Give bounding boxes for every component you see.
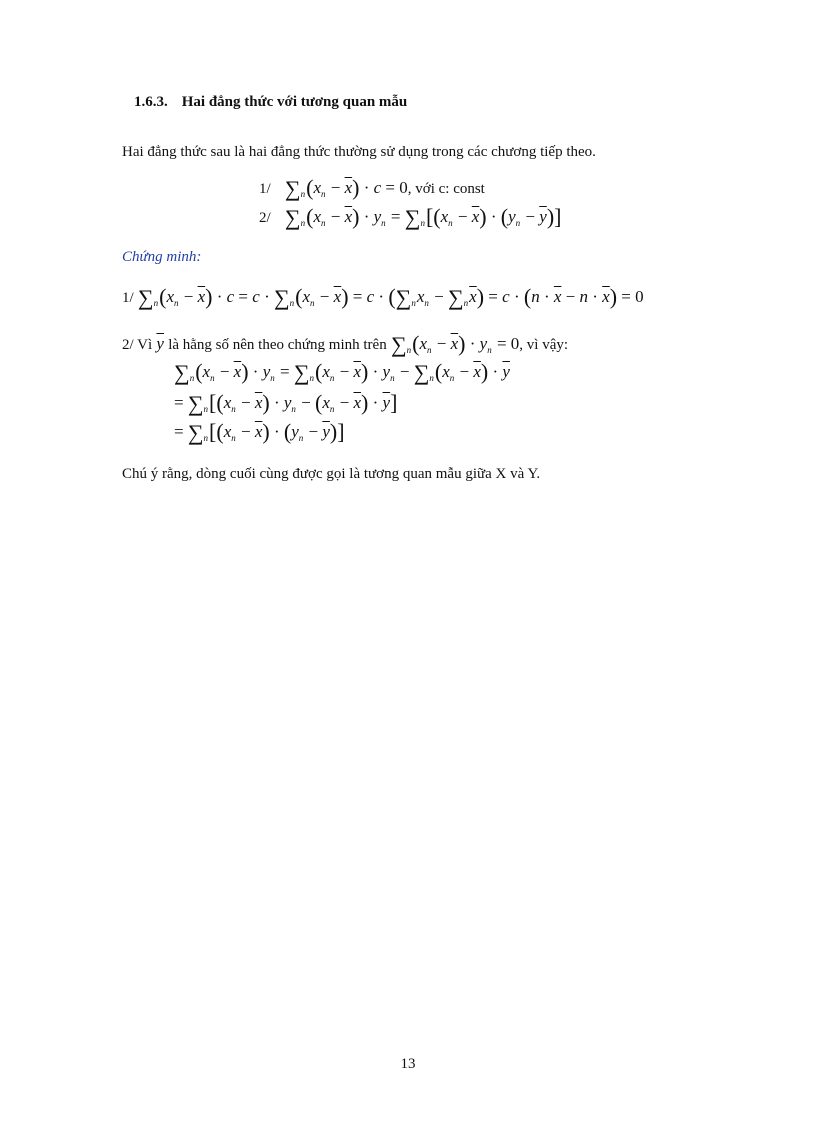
section-heading xyxy=(134,94,407,111)
section-title: Hai đẳng thức với tương quan mẫu xyxy=(181,94,408,110)
identity-2: 2/ $\sum_n(x_n - \overline{x}) \cdot y_n = \sum_n[(x_n - \overline{x}) \cdot (y_n - \overline{y})]$ xyxy=(259,204,562,230)
section-number: 1.6.3. xyxy=(134,94,168,110)
conclusion-paragraph: Chú ý rằng, dòng cuối cùng được gọi là tương quan mẫu giữa X và Y. xyxy=(122,466,541,482)
proof-2-intro: 2/ Vì $\overline{y}$ là hằng số nên theo chứng minh trên $\sum_n(x_n - \overline{x}) \cdot y_n = 0$, vì vậy: xyxy=(122,331,569,357)
proof-1-equation: 1/ $\sum_n(x_n - \overline{x}) \cdot c = c \cdot \sum_n(x_n - \overline{x}) = c \cdot (\sum_nx_n - \sum_n\overline{x}) = c \cdot (n \cdot \overline{x} - n \cdot \overline{x}) = 0$ xyxy=(122,284,644,310)
identity-1-label: 1/ xyxy=(259,181,271,197)
proof-2-line-2: = $\sum_n[(x_n - \overline{x}) \cdot y_n - (x_n - \overline{x}) \cdot \overline{y}]$ xyxy=(174,390,398,416)
proof-title: Chứng minh: xyxy=(122,249,202,265)
identity-2-label: 2/ xyxy=(259,210,271,226)
proof-2-end: , vì vậy: xyxy=(519,337,569,353)
proof-2-middle: là hằng số nên theo chứng minh trên xyxy=(168,337,387,353)
proof-2-line-3: = $\sum_n[(x_n - \overline{x}) \cdot (y_n - \overline{y})]$ xyxy=(174,419,345,445)
proof-1-label: 1/ xyxy=(122,290,134,306)
identity-1: 1/ $\sum_n(x_n - \overline{x}) \cdot c = 0$, với c: const xyxy=(259,175,485,201)
intro-paragraph: Hai đẳng thức sau là hai đẳng thức thường sử dụng trong các chương tiếp theo. xyxy=(122,144,596,160)
identity-1-note: , với c: const xyxy=(407,181,485,197)
proof-2-line-1: $\sum_n(x_n - \overline{x}) \cdot y_n = \sum_n(x_n - \overline{x}) \cdot y_n - \sum_n(x_n - \overline{x}) \cdot \overline{y}$ xyxy=(174,359,510,385)
proof-2-label: 2/ Vì xyxy=(122,337,153,353)
page-number: 13 xyxy=(400,1056,416,1072)
